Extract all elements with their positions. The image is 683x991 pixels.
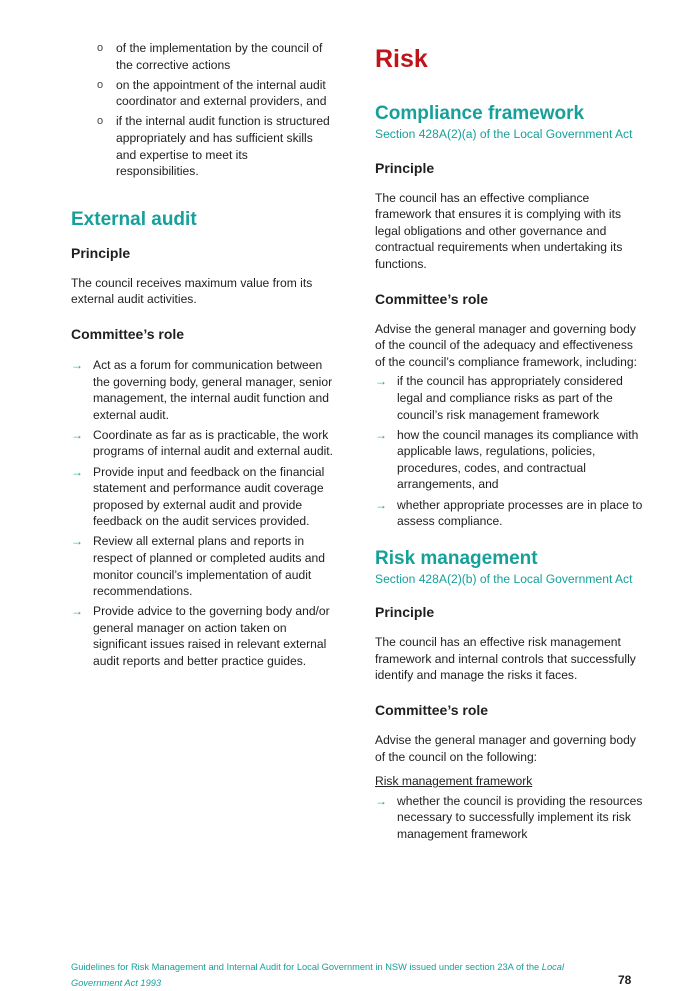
list-item-text: Coordinate as far as is practicable, the work programs of internal audit and external audit. xyxy=(93,427,334,459)
list-item xyxy=(71,357,333,423)
committee-role-heading: Committee’s role xyxy=(71,325,185,342)
footer-act-title: Local Government Act 1993 xyxy=(71,962,565,988)
principle-heading: Principle xyxy=(375,159,435,176)
principle-text: The council has an effective compliance framework that ensures it is complying with its legal obligations and other governance and contractual requirements when undertaking its functions. xyxy=(375,190,623,271)
principle-heading: Principle xyxy=(71,244,131,261)
list-item xyxy=(71,427,333,460)
list-item-text: Provide advice to the governing body and/or general manager on action taken on significant issues raised in relevant external audit reports and better practice guides. xyxy=(93,604,330,669)
circle-bullet-icon: o xyxy=(97,42,104,54)
list-item-text: Review all external plans and reports in respect of planned or completed audits and monitor council’s implementation of audit recommendations. xyxy=(93,534,325,599)
arrow-bullet-icon: → xyxy=(71,464,83,479)
risk-title: Risk xyxy=(375,45,428,73)
principle-text: The council receives maximum value from its external audit activities. xyxy=(71,275,313,307)
list-item xyxy=(375,793,643,843)
compliance-framework-heading: Compliance framework xyxy=(375,103,585,124)
committee-role-heading: Committee’s role xyxy=(375,290,489,307)
committee-role-list xyxy=(71,357,333,670)
external-audit-heading: External audit xyxy=(71,208,197,230)
committee-role-heading: Committee’s role xyxy=(375,702,489,719)
arrow-bullet-icon: → xyxy=(375,793,387,808)
footer-citation xyxy=(71,960,611,991)
risk-management-heading: Risk management xyxy=(375,547,538,569)
list-item-text: if the council has appropriately considered legal and compliance risks as part of the council’s risk management framework xyxy=(397,374,623,422)
list-item-text: whether appropriate processes are in place to assess compliance. xyxy=(397,497,643,529)
list-item xyxy=(375,497,643,530)
circle-bullet-icon: o xyxy=(97,115,104,128)
risk-role-list xyxy=(375,793,643,843)
compliance-section-reference: Section 428A(2)(a) of the Local Government Act xyxy=(375,127,633,141)
arrow-bullet-icon: → xyxy=(71,357,83,372)
list-item xyxy=(71,464,333,530)
compliance-role-list xyxy=(375,373,643,529)
committee-role-intro: Advise the general manager and governing body of the council of the adequacy and effectiveness of the council’s compliance framework, including: xyxy=(375,321,637,369)
list-item xyxy=(71,77,333,110)
left-column xyxy=(71,40,333,673)
list-item xyxy=(71,603,333,669)
arrow-bullet-icon: → xyxy=(71,604,83,619)
list-item-text: Provide input and feedback on the financial statement and performance audit coverage proposed by external audit and provide feedback on the audit services provided. xyxy=(93,464,325,529)
risk-management-section-reference: Section 428A(2)(b) of the Local Government Act xyxy=(375,571,633,586)
list-item-text: if the internal audit function is structured appropriately and has sufficient skills and expertise to meet its responsibilities. xyxy=(116,114,330,179)
list-item xyxy=(375,373,643,423)
list-item-text: on the appointment of the internal audit coordinator and external providers, and xyxy=(116,77,327,109)
page-number: 78 xyxy=(618,973,632,987)
list-item xyxy=(71,40,333,73)
continued-bullet-list xyxy=(71,40,333,180)
right-column xyxy=(375,44,643,846)
principle-heading: Principle xyxy=(375,604,435,621)
list-item-text: whether the council is providing the resources necessary to successfully implement its risk management framework xyxy=(397,793,643,842)
footer-text: Guidelines for Risk Management and Internal Audit for Local Government in NSW issued under section 23A of the xyxy=(71,962,542,972)
list-item-text: Act as a forum for communication between the governing body, general manager, senior management, the internal audit function and external audit. xyxy=(93,357,333,422)
principle-text: The council has an effective risk management framework and internal controls that successfully identify and manage the risks it faces. xyxy=(375,635,636,683)
list-item xyxy=(71,533,333,599)
committee-role-intro: Advise the general manager and governing body of the council on the following: xyxy=(375,733,636,764)
list-item-text: of the implementation by the council of the corrective actions xyxy=(116,41,323,72)
arrow-bullet-icon: → xyxy=(375,427,387,442)
arrow-bullet-icon: → xyxy=(71,427,83,442)
list-item-text: how the council manages its compliance with applicable laws, regulations, policies, procedures, codes, and contractual arrangements, and xyxy=(397,427,639,492)
list-item xyxy=(71,113,333,179)
arrow-bullet-icon: → xyxy=(375,497,387,512)
circle-bullet-icon: o xyxy=(97,78,104,91)
risk-management-framework-subheading: Risk management framework xyxy=(375,774,533,789)
list-item xyxy=(375,427,643,493)
arrow-bullet-icon: → xyxy=(375,374,387,389)
arrow-bullet-icon: → xyxy=(71,534,83,549)
